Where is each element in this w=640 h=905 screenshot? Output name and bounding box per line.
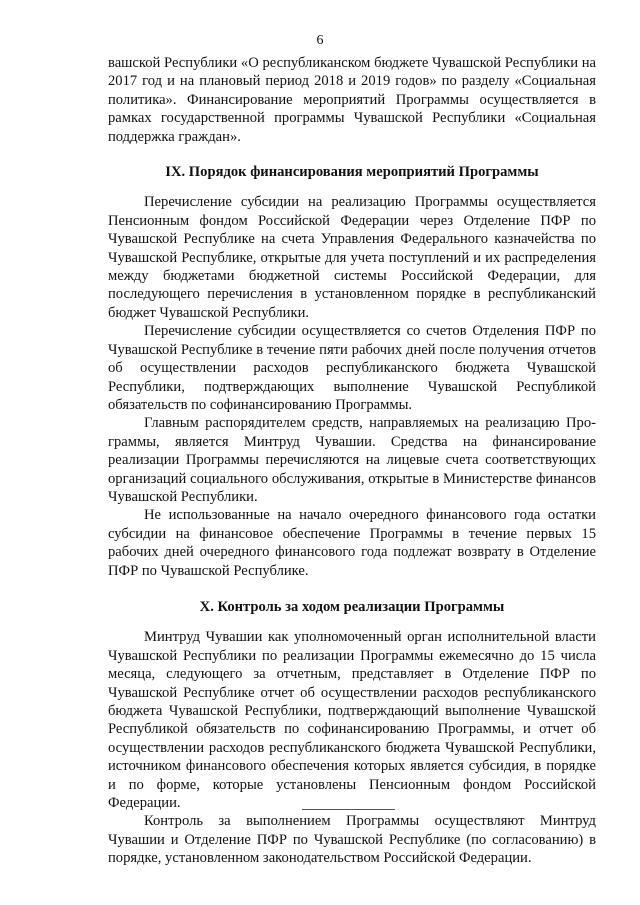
- section-10-heading: X. Контроль за ходом реализации Программы: [199, 598, 505, 615]
- footer-rule: [302, 809, 395, 810]
- page-content: [108, 54, 596, 868]
- section-9-paragraph-3: Главным распорядителем средств, направляемых на реализацию Программы, является Минтруд Чувашии. Средства на финансирование реализации Программы перечисляются на лицевые счета соответствующих организаций социального обслуживания, открытые в Министерстве финансов Чувашской Республики.: [108, 415, 596, 505]
- section-9-paragraph-2: Перечисление субсидии осуществляется со счетов Отделения ПФР по Чувашской Республике в течение пяти рабочих дней после получения отчетов об осуществлении расходов республиканского бюджета Чувашской Республики, подтверждающих выполнение Чувашской Республикой обязательств по софинансированию Программы.: [108, 323, 596, 413]
- section-9-heading: IX. Порядок финансирования мероприятий Программы: [165, 164, 539, 181]
- section-10-paragraph-2: Контроль за выполнением Программы осуществляют Минтруд Чувашии и Отделение ПФР по Чувашской Республике (по согласованию) в порядке, установленном законодательством Российской Федерации.: [108, 813, 596, 867]
- section-9-paragraph-4: Не использованные на начало очередного финансового года остатки субсидии на финансовое обеспечение Программы в течение первых 15 рабочих дней очередного финансового года подлежат возврату в Отделение ПФР по Чувашской Республике.: [108, 507, 596, 579]
- section-9-paragraph-1: Перечисление субсидии на реализацию Программы осуществляется Пенсионным фондом Российской Федерации через Отделение ПФР по Чувашской Республике на счета Управления Федерального казначейства по Чувашской Республике, открытые для учета поступлений и их распределения между бюджетами бюджетной системы Российской Федерации, для последующего перечисления в установленном порядке в республиканский бюджет Чувашской Республики.: [108, 194, 596, 321]
- page-number: 6: [316, 33, 324, 48]
- section-10-paragraph-1: Минтруд Чувашии как уполномоченный орган исполнительной власти Чувашской Республики по реализации Программы ежемесячно до 15 числа месяца, следующего за отчетным, представляет в Отделение ПФР по Чувашской Республике отчет об осуществлении расходов республиканского бюджета Чувашской Республики, подтверждающий выполнение Чувашской Республикой обязательств по софинансированию Программы, и отчет об осуществлении расходов республиканского бюджета Чувашской Республики, источником финансового обеспечения которых является субсидия, в порядке и по форме, которые установлены Пенсионным фондом Российской Федерации.: [108, 629, 596, 812]
- intro-paragraph: вашской Республики «О республиканском бюджете Чувашской Республики на 2017 год и на плановый период 2018 и 2019 годов» по разделу «Социальная политика». Финансирование мероприятий Программы осуществляется в рамках государственной программы Чувашской Республики «Социальная поддержка граждан».: [108, 55, 596, 145]
